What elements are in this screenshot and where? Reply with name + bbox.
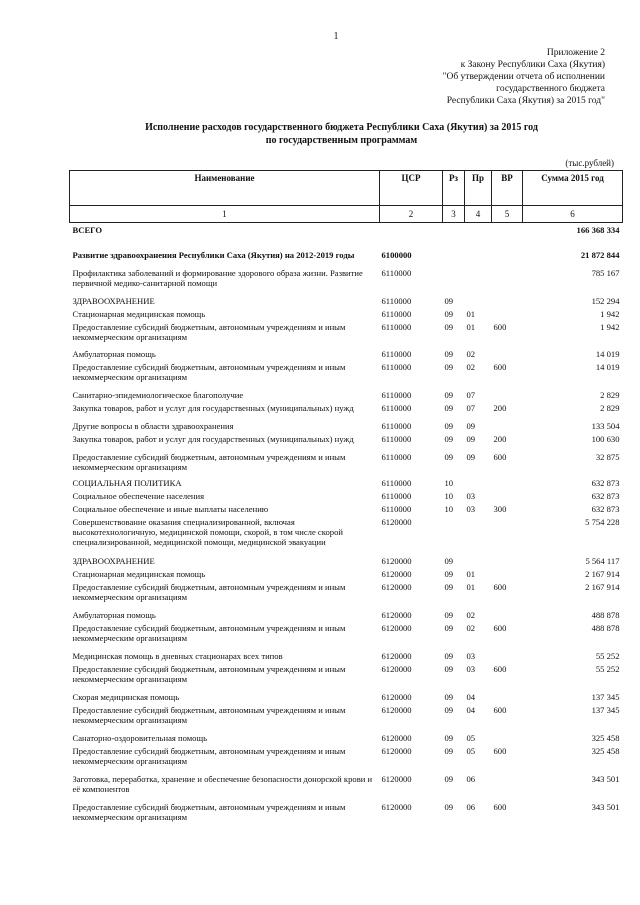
title-line: по государственным программам (265, 135, 418, 146)
rz-cell: 10 (444, 491, 454, 501)
name-cell: Предоставление субсидий бюджетным, автономным учреждениям и иным некоммерческим организациям (72, 664, 346, 684)
csr-cell: 6120000 (381, 556, 412, 566)
rz-cell (443, 223, 465, 242)
rz-cell: 09 (444, 349, 454, 359)
header-csr: ЦСР (380, 171, 443, 206)
table-row (70, 344, 623, 361)
vr-cell (492, 516, 523, 549)
table-row (70, 262, 623, 290)
sum-cell: 137 345 (591, 705, 620, 715)
csr-cell: 6120000 (381, 802, 412, 812)
rz-cell: 09 (444, 403, 454, 413)
header-vr: ВР (492, 171, 523, 206)
name-cell: ВСЕГО (72, 225, 103, 235)
name-cell: ЗДРАВООХРАНЕНИЕ (72, 296, 155, 306)
pr-cell: 03 (466, 664, 476, 674)
rz-cell: 09 (444, 802, 454, 812)
vr-cell: 600 (493, 664, 507, 674)
csr-cell: 6110000 (381, 452, 412, 462)
sum-cell: 343 501 (591, 774, 620, 784)
units-label: (тыс.рублей) (565, 158, 614, 168)
header-number: 2 (380, 206, 443, 223)
sum-cell: 21 872 844 (580, 250, 620, 260)
rz-cell: 09 (444, 582, 454, 592)
rz-cell: 09 (444, 746, 454, 756)
rz-cell: 09 (444, 664, 454, 674)
pr-cell: 09 (466, 421, 476, 431)
name-cell: Предоставление субсидий бюджетным, автономным учреждениям и иным некоммерческим организациям (72, 582, 346, 602)
rz-cell: 09 (444, 452, 454, 462)
pr-cell: 07 (466, 390, 476, 400)
csr-cell: 6120000 (381, 692, 412, 702)
csr-cell: 6110000 (381, 309, 412, 319)
table-row (70, 645, 623, 663)
name-cell: Амбулаторная помощь (72, 349, 156, 359)
pr-cell: 04 (466, 705, 476, 715)
header-number: 3 (443, 206, 465, 223)
table-row (70, 622, 623, 645)
header-pr: Пр (465, 171, 492, 206)
pr-cell: 03 (466, 491, 476, 501)
rz-cell: 09 (444, 692, 454, 702)
name-cell: Предоставление субсидий бюджетным, автономным учреждениям и иным некоммерческим организациям (72, 322, 346, 342)
csr-cell: 6110000 (381, 362, 412, 372)
table-row (70, 433, 623, 446)
appendix-line: Республики Саха (Якутия) за 2015 год" (446, 96, 605, 106)
sum-cell: 133 504 (591, 421, 620, 431)
name-cell: Стационарная медицинская помощь (72, 569, 206, 579)
vr-cell (492, 384, 523, 402)
table-row (70, 796, 623, 824)
table-row (70, 568, 623, 581)
sum-cell: 100 630 (591, 434, 620, 444)
pr-cell (465, 516, 492, 549)
rz-cell: 09 (444, 623, 454, 633)
header-number: 5 (492, 206, 523, 223)
rz-cell: 10 (444, 504, 454, 514)
table-row (70, 745, 623, 768)
table-header (70, 171, 623, 223)
table-row (70, 549, 623, 568)
sum-cell: 55 252 (595, 664, 620, 674)
pr-cell: 02 (466, 610, 476, 620)
sum-cell: 785 167 (591, 268, 620, 278)
vr-cell (492, 568, 523, 581)
sum-cell: 488 878 (591, 623, 620, 633)
rz-cell: 09 (444, 322, 454, 332)
name-cell: Санитарно-эпидемиологическое благополучие (72, 390, 244, 400)
pr-cell: 09 (466, 452, 476, 462)
sum-cell: 2 829 (600, 403, 620, 413)
pr-cell: 05 (466, 733, 476, 743)
csr-cell: 6110000 (381, 504, 412, 514)
csr-cell: 6120000 (381, 664, 412, 674)
sum-cell: 5 564 117 (585, 556, 620, 566)
rz-cell: 09 (444, 309, 454, 319)
vr-cell: 600 (493, 452, 507, 462)
csr-cell: 6120000 (381, 733, 412, 743)
rz-cell: 09 (444, 362, 454, 372)
pr-cell: 06 (466, 774, 476, 784)
pr-cell: 01 (466, 322, 476, 332)
expenditure-table (69, 170, 623, 824)
sum-cell: 1 942 (600, 309, 620, 319)
pr-cell (465, 474, 492, 490)
table-row (70, 474, 623, 490)
vr-cell (492, 241, 523, 262)
name-cell: Профилактика заболеваний и формирование здорового образа жизни. Развитие первичной медико-санитарной помощи (72, 268, 363, 288)
vr-cell: 600 (493, 623, 507, 633)
csr-cell: 6120000 (381, 705, 412, 715)
table-row (70, 241, 623, 262)
pr-cell: 01 (466, 569, 476, 579)
header-number: 4 (465, 206, 492, 223)
name-cell: Медицинская помощь в дневных стационарах всех типов (72, 651, 283, 661)
table-row (70, 446, 623, 474)
pr-cell: 01 (466, 309, 476, 319)
vr-cell (492, 604, 523, 622)
rz-cell: 10 (444, 478, 454, 488)
name-cell: Закупка товаров, работ и услуг для государственных (муниципальных) нужд (72, 434, 354, 444)
sum-cell: 488 878 (591, 610, 620, 620)
vr-cell: 600 (493, 746, 507, 756)
vr-cell: 200 (493, 434, 507, 444)
pr-cell: 01 (466, 582, 476, 592)
name-cell: Социальное обеспечение населения (72, 491, 205, 501)
rz-cell: 09 (444, 434, 454, 444)
pr-cell: 03 (466, 504, 476, 514)
table-row (70, 604, 623, 622)
csr-cell: 6110000 (381, 434, 412, 444)
name-cell: Предоставление субсидий бюджетным, автономным учреждениям и иным некоммерческим организациям (72, 746, 346, 766)
pr-cell: 06 (466, 802, 476, 812)
rz-cell: 09 (444, 390, 454, 400)
name-cell: ЗДРАВООХРАНЕНИЕ (72, 556, 155, 566)
vr-cell (492, 223, 523, 242)
pr-cell: 02 (466, 362, 476, 372)
table-row (70, 704, 623, 727)
csr-cell: 6120000 (381, 651, 412, 661)
rz-cell: 09 (444, 296, 454, 306)
vr-cell (492, 415, 523, 433)
rz-cell: 09 (444, 610, 454, 620)
sum-cell: 14 019 (595, 349, 620, 359)
name-cell: Совершенствование оказания специализированной, включая высокотехнологичную, медицинской помощи, скорой, в том числе скорой специализированной, медицинской помощи, медицинской эвакуации (72, 517, 343, 547)
table-body (70, 223, 623, 825)
vr-cell (492, 686, 523, 704)
rz-cell: 09 (444, 421, 454, 431)
table-row (70, 308, 623, 321)
appendix-line: государственного бюджета (496, 84, 605, 94)
table-row (70, 361, 623, 384)
rz-cell: 09 (444, 651, 454, 661)
vr-cell: 600 (493, 322, 507, 332)
sum-cell: 5 754 228 (585, 517, 620, 527)
pr-cell (465, 549, 492, 568)
name-cell: Закупка товаров, работ и услуг для государственных (муниципальных) нужд (72, 403, 354, 413)
pr-cell: 02 (466, 623, 476, 633)
csr-cell: 6120000 (381, 774, 412, 784)
name-cell: Предоставление субсидий бюджетным, автономным учреждениям и иным некоммерческим организациям (72, 802, 346, 822)
vr-cell: 300 (493, 504, 507, 514)
rz-cell: 09 (444, 556, 454, 566)
vr-cell: 200 (493, 403, 507, 413)
sum-cell: 2 829 (600, 390, 620, 400)
table-row (70, 290, 623, 308)
csr-cell: 6110000 (381, 268, 412, 278)
csr-cell: 6120000 (381, 517, 412, 527)
appendix-header (365, 47, 605, 107)
sum-cell: 166 368 334 (576, 225, 620, 235)
document-title (60, 121, 623, 147)
sum-cell: 632 873 (591, 504, 620, 514)
vr-cell (492, 262, 523, 290)
csr-cell: 6110000 (381, 296, 412, 306)
csr-cell: 6120000 (381, 623, 412, 633)
title-line: Исполнение расходов государственного бюджета Республики Саха (Якутия) за 2015 год (145, 122, 538, 133)
vr-cell (492, 290, 523, 308)
table-row (70, 490, 623, 503)
table-row (70, 402, 623, 415)
sum-cell: 55 252 (595, 651, 620, 661)
rz-cell: 09 (444, 569, 454, 579)
rz-cell (443, 262, 465, 290)
csr-cell: 6100000 (381, 250, 412, 260)
name-cell: Предоставление субсидий бюджетным, автономным учреждениям и иным некоммерческим организациям (72, 623, 346, 643)
rz-cell: 09 (444, 705, 454, 715)
csr-cell: 6110000 (381, 491, 412, 501)
sum-cell: 2 167 914 (585, 582, 620, 592)
sum-cell: 137 345 (591, 692, 620, 702)
pr-cell (465, 241, 492, 262)
header-rz: Рз (443, 171, 465, 206)
name-cell: Развитие здравоохранения Республики Саха (Якутия) на 2012-2019 годы (72, 250, 355, 260)
vr-cell (492, 308, 523, 321)
table-row (70, 321, 623, 344)
vr-cell (492, 768, 523, 796)
table-row (70, 663, 623, 686)
csr-cell: 6120000 (381, 582, 412, 592)
csr-cell: 6120000 (381, 746, 412, 756)
table-row (70, 415, 623, 433)
csr-cell (380, 223, 443, 242)
page-number: 1 (333, 31, 339, 42)
table-row (70, 503, 623, 516)
pr-cell: 07 (466, 403, 476, 413)
pr-cell: 04 (466, 692, 476, 702)
csr-cell: 6110000 (381, 322, 412, 332)
sum-cell: 632 873 (591, 491, 620, 501)
pr-cell: 09 (466, 434, 476, 444)
csr-cell: 6120000 (381, 569, 412, 579)
vr-cell (492, 549, 523, 568)
vr-cell (492, 344, 523, 361)
csr-cell: 6120000 (381, 610, 412, 620)
vr-cell: 600 (493, 802, 507, 812)
sum-cell: 632 873 (591, 478, 620, 488)
header-number: 6 (523, 206, 623, 223)
rz-cell (443, 516, 465, 549)
table-row (70, 727, 623, 745)
csr-cell: 6110000 (381, 349, 412, 359)
sum-cell: 14 019 (595, 362, 620, 372)
name-cell: Санаторно-оздоровительная помощь (72, 733, 207, 743)
sum-cell: 152 294 (591, 296, 620, 306)
table-row (70, 581, 623, 604)
rz-cell (443, 241, 465, 262)
name-cell: Стационарная медицинская помощь (72, 309, 206, 319)
header-sum: Сумма 2015 год (523, 171, 623, 206)
vr-cell: 600 (493, 582, 507, 592)
pr-cell (465, 262, 492, 290)
csr-cell: 6110000 (381, 421, 412, 431)
appendix-line: к Закону Республики Саха (Якутия) (460, 60, 605, 70)
sum-cell: 32 875 (595, 452, 620, 462)
csr-cell: 6110000 (381, 390, 412, 400)
name-cell: Предоставление субсидий бюджетным, автономным учреждениям и иным некоммерческим организациям (72, 705, 346, 725)
sum-cell: 1 942 (600, 322, 620, 332)
name-cell: Социальное обеспечение и иные выплаты населению (72, 504, 269, 514)
name-cell: Заготовка, переработка, хранение и обеспечение безопасности донорской крови и её компонентов (72, 774, 373, 794)
name-cell: Скорая медицинская помощь (72, 692, 180, 702)
sum-cell: 325 458 (591, 746, 620, 756)
rz-cell: 09 (444, 774, 454, 784)
pr-cell: 03 (466, 651, 476, 661)
appendix-line: "Об утверждении отчета об исполнении (442, 72, 605, 82)
table-row (70, 384, 623, 402)
vr-cell: 600 (493, 705, 507, 715)
vr-cell (492, 474, 523, 490)
vr-cell (492, 490, 523, 503)
name-cell: СОЦИАЛЬНАЯ ПОЛИТИКА (72, 478, 182, 488)
vr-cell (492, 727, 523, 745)
name-cell: Амбулаторная помощь (72, 610, 156, 620)
pr-cell: 02 (466, 349, 476, 359)
header-name: Наименование (70, 171, 380, 206)
sum-cell: 343 501 (591, 802, 620, 812)
pr-cell: 05 (466, 746, 476, 756)
name-cell: Предоставление субсидий бюджетным, автономным учреждениям и иным некоммерческим организациям (72, 452, 346, 472)
header-number: 1 (70, 206, 380, 223)
csr-cell: 6110000 (381, 478, 412, 488)
table-row (70, 768, 623, 796)
pr-cell (465, 290, 492, 308)
table-row (70, 223, 623, 242)
name-cell: Другие вопросы в области здравоохранения (72, 421, 234, 431)
pr-cell (465, 223, 492, 242)
sum-cell: 325 458 (591, 733, 620, 743)
table-row (70, 516, 623, 549)
vr-cell: 600 (493, 362, 507, 372)
sum-cell: 2 167 914 (585, 569, 620, 579)
name-cell: Предоставление субсидий бюджетным, автономным учреждениям и иным некоммерческим организациям (72, 362, 346, 382)
appendix-line: Приложение 2 (546, 48, 605, 58)
table-row (70, 686, 623, 704)
rz-cell: 09 (444, 733, 454, 743)
csr-cell: 6110000 (381, 403, 412, 413)
vr-cell (492, 645, 523, 663)
